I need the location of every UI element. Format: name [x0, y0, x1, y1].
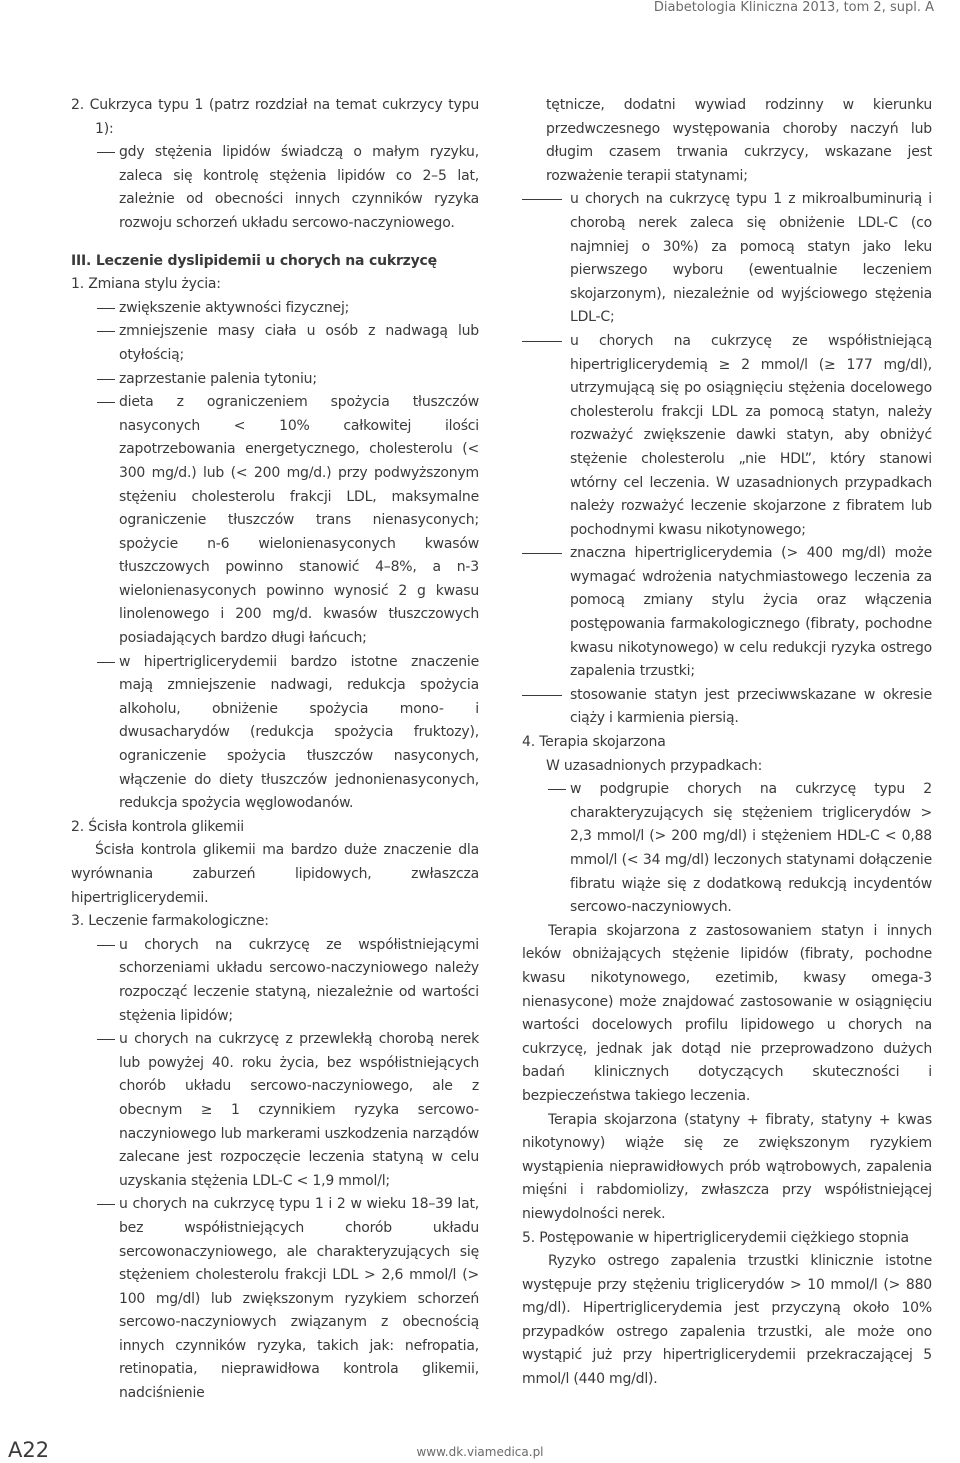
dash-item: u chorych na cukrzycę ze współistniejącymi schorzeniami układu sercowo-naczyniowego należy rozpocząć leczenie statyną, niezależnie od wartości stężenia lipidów; — [71, 934, 479, 1028]
paragraph: Terapia skojarzona z zastosowaniem statyn i innych leków obniżających stężenie lipidów (fibraty, pochodne kwasu nikotynowego, ezetimib, kwasy omega-3 nienasycone) może znajdować zastosowanie w osiągnięciu wartości docelowych profilu lipidowego u chorych na cukrzycę, jednak jak dotąd nie przeprowadzono dużych badań klinicznych dotyczących skuteczności i bezpieczeństwa takiego leczenia. — [522, 922, 932, 1104]
paragraph — [71, 839, 479, 910]
running-head: Diabetologia Kliniczna 2013, tom 2, supl. A — [653, 0, 934, 15]
page-number: A22 — [8, 1438, 50, 1462]
item-severe-hypertriglyceridemia — [522, 1227, 932, 1251]
dash-item: stosowanie statyn jest przeciwwskazane w okresie ciąży i karmienia piersią. — [522, 684, 932, 731]
paragraph-text: Ścisła kontrola glikemii ma bardzo duże znaczenie dla wyrównania zaburzeń lipidowych, zwłaszcza hipertriglicerydemii. — [71, 842, 479, 906]
paragraph: Ryzyko ostrego zapalenia trzustki klinicznie istotne występuje przy stężeniu triglicerydów > 10 mmol/l (> 880 mg/dl). Hipertriglicerydemia jest przyczyną około 10% przypadków ostrego zapalenia trzustki, ale może ono wystąpić już przy hipertriglicerydemii przekraczającej 5 mmol/l (440 mg/dl). — [522, 1253, 932, 1388]
continued-text: tętnicze, dodatni wywiad rodzinny w kierunku przedwczesnego występowania choroby naczyń lub długim czasem trwania cukrzycy, wskazane jest rozważenie terapii statynami; — [546, 97, 932, 184]
dash-item: u chorych na cukrzycę typu 1 z mikroalbuminurią i chorobą nerek zaleca się obniżenie LDL-C (co najmniej o 30%) za pomocą statyn jako leku pierwszego wyboru (ewentualnie leczeniem skojarzonym), niezależnie od wyjściowego stężenia LDL-C; — [522, 188, 932, 330]
section-heading: III. Leczenie dyslipidemii u chorych na cukrzycę — [71, 252, 437, 269]
paragraph: Terapia skojarzona (statyny + fibraty, statyny + kwas nikotynowy) wiąże się ze zwiększonym ryzykiem wystąpienia nieprawidłowych prób wątrobowych, zapalenia mięśni i rabdomiolizy, zwłaszcza przy współistniejącej niewydolności nerek. — [522, 1111, 932, 1222]
dash-item: znaczna hipertriglicerydemia (> 400 mg/dl) może wymagać wdrożenia natychmiastowego leczenia za pomocą zmiany stylu życia oraz włączenia postępowania farmakologicznego (fibraty, pochodne kwasu nikotynowego) w celu redukcji ryzyka ostrego zapalenia trzustki; — [522, 542, 932, 684]
dash-item: w podgrupie chorych na cukrzycę typu 2 charakteryzujących się stężeniem triglicerydów > 2,3 mmol/l (> 200 mg/dl) i stężeniem HDL-C < 0,88 mmol/l (< 34 mg/dl) leczonych statynami dołączenie fibratu wiąże się z dodatkową redukcją incydentów sercowo-naczyniowych. — [522, 778, 932, 920]
dash-item: u chorych na cukrzycę z przewlekłą chorobą nerek lub powyżej 40. roku życia, bez współistniejących chorób układu sercowo-naczyniowego, ale z obecnym ≥ 1 czynnikiem ryzyka sercowo-naczyniowego lub markerami uszkodzenia narządów zalecane jest rozpoczęcie leczenia statyną w celu uzyskania stężenia LDL-C < 1,9 mmol/l; — [71, 1028, 479, 1193]
item-combination-therapy — [522, 731, 932, 755]
item-2-type1: 2. Cukrzyca typu 1 (patrz rozdział na temat cukrzycy typu 1): — [71, 97, 479, 137]
item-glycemic-control: 2. Ścisła kontrola glikemii — [71, 818, 244, 835]
item-text: 5. Postępowanie w hipertriglicerydemii ciężkiego stopnia — [522, 1229, 909, 1246]
dash-item: zaprzestanie palenia tytoniu; — [71, 368, 479, 392]
dash-item: gdy stężenia lipidów świadczą o małym ryzyku, zaleca się kontrolę stężenia lipidów co 2–5 lat, zależnie od obecności innych czynników ryzyka rozwoju schorzeń układu sercowo-naczyniowego. — [71, 141, 479, 235]
dash-item: zwiększenie aktywności fizycznej; — [71, 297, 479, 321]
item-pharmacological: 3. Leczenie farmakologiczne: — [71, 913, 269, 930]
item-lifestyle: 1. Zmiana stylu życia: — [71, 276, 221, 293]
sub-heading: W uzasadnionych przypadkach: — [546, 757, 763, 774]
right-column — [522, 94, 932, 1392]
footer-url: www.dk.viamedica.pl — [416, 1445, 544, 1459]
dash-item: w hipertriglicerydemii bardzo istotne znaczenie mają zmniejszenie nadwagi, redukcja spożycia alkoholu, obniżenie spożycia mono- i dwusacharydów (redukcja spożycia fruktozy), ograniczenie spożycia tłuszczów nasyconych, włączenie do diety tłuszczów jednonienasyconych, redukcja spożycia węglowodanów. — [71, 651, 479, 816]
item-text: 4. Terapia skojarzona — [522, 734, 666, 751]
left-column — [71, 94, 479, 1406]
dash-item: u chorych na cukrzycę typu 1 i 2 w wieku 18–39 lat, bez współistniejących chorób układu sercowonaczyniowego, ale charakteryzujących się stężeniem cholesterolu frakcji LDL > 2,6 mmol/l (> 100 mg/dl) lub zwiększonym ryzykiem schorzeń sercowo-naczyniowych związanym z obecnością innych czynników ryzyka, takich jak: nefropatia, retinopatia, nieprawidłowa kontrola glikemii, nadciśnienie — [71, 1193, 479, 1405]
dash-item: dieta z ograniczeniem spożycia tłuszczów nasyconych < 10% całkowitej ilości zapotrzebowania energetycznego, cholesterolu (< 300 mg/d.) lub (< 200 mg/d.) przy podwyższonym stężeniu cholesterolu frakcji LDL, maksymalne ograniczenie tłuszczów trans nienasyconych; spożycie n-6 wielonienasyconych kwasów tłuszczowych powinno stanowić 4–8%, a n-3 wielonienasyconych powinno wynosić 2 g kwasu linolenowego i 200 mg/d. kwasów tłuszczowych posiadających bardzo długi łańcuch; — [71, 391, 479, 651]
dash-item: u chorych na cukrzycę ze współistniejącą hipertriglicerydemią ≥ 2 mmol/l (≥ 177 mg/dl), utrzymującą się po osiągnięciu stężenia docelowego cholesterolu frakcji LDL za pomocą statyn, należy rozważyć zwiększenie dawki statyn, aby obniżyć stężenie cholesterolu „nie HDL”, który stanowi wtórny cel leczenia. W uzasadnionych przypadkach należy rozważyć leczenie skojarzone z fibratem lub pochodnymi kwasu nikotynowego; — [522, 330, 932, 542]
dash-item: zmniejszenie masy ciała u osób z nadwagą lub otyłością; — [71, 320, 479, 367]
